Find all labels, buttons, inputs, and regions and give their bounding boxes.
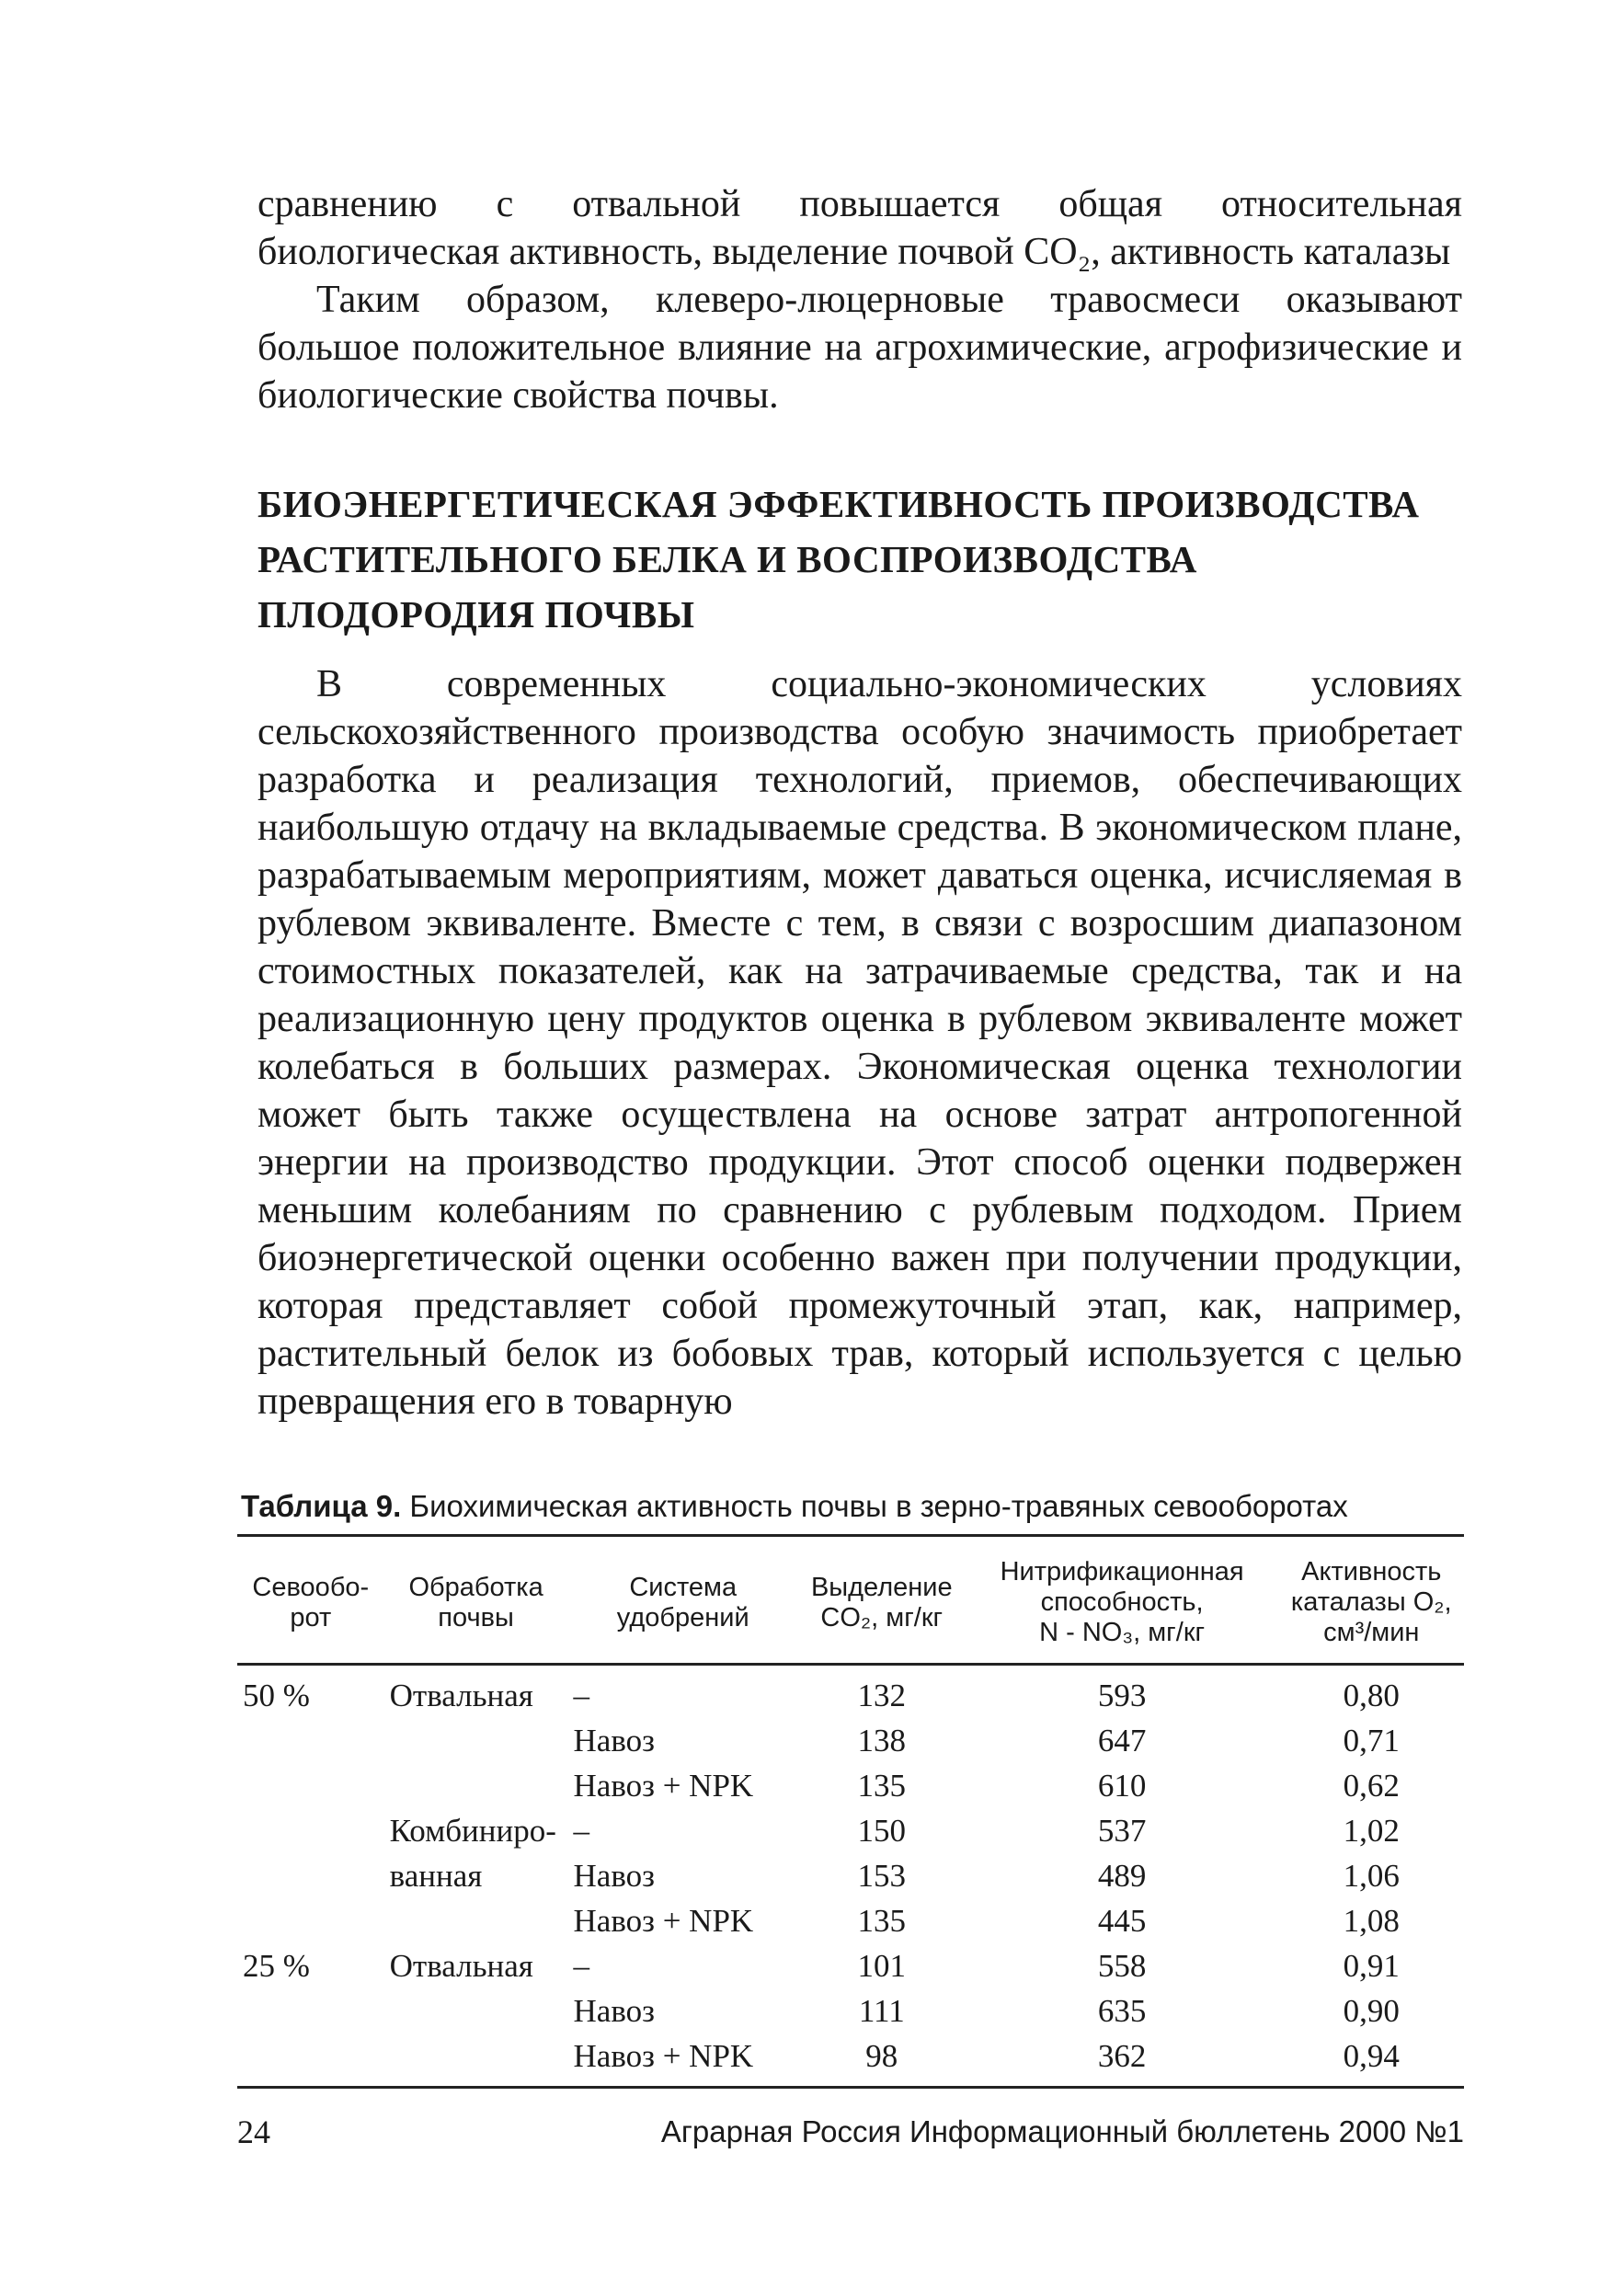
paragraph-conclusion: Таким образом, клеверо-люцерновые травосмеси оказывают большое положительное влияние на агрохимические, агрофизические и биологические свойства почвы.	[257, 279, 1462, 417]
table-caption-label: Таблица 9.	[241, 1489, 402, 1523]
cell-rotation: 50 %	[243, 1677, 310, 1713]
table-body	[237, 1665, 1464, 2088]
cell-nitrification: 635	[1097, 1992, 1147, 2029]
paragraph-continued: сравнению с отвальной повышается общая относительная биологическая активность, выделение почвой CO₂, активность каталазы	[257, 183, 1462, 273]
cell-rotation: 25 %	[243, 1947, 310, 1984]
cell-rotation	[237, 1808, 384, 1853]
table-row	[237, 1988, 1464, 2033]
header-tillage: Обработка почвы	[384, 1536, 568, 1665]
cell-nitrification: 610	[1097, 1767, 1147, 1804]
cell-co2: 101	[857, 1947, 907, 1984]
cell-fertilizer: Навоз + NPK	[568, 2033, 798, 2088]
cell-catalase: 0,62	[1343, 1767, 1400, 1804]
cell-catalase: 0,80	[1343, 1677, 1400, 1713]
table-row	[237, 2033, 1464, 2088]
cell-nitrification: 445	[1097, 1902, 1147, 1939]
cell-nitrification: 489	[1097, 1857, 1147, 1894]
table-9	[237, 1534, 1464, 2089]
cell-fertilizer: Навоз	[573, 1722, 655, 1758]
cell-catalase: 0,71	[1343, 1722, 1400, 1758]
cell-nitrification: 558	[1097, 1947, 1147, 1984]
cell-fertilizer: Навоз + NPK	[573, 1902, 754, 1939]
cell-rotation	[237, 1718, 384, 1763]
cell-rotation	[237, 1898, 384, 1943]
cell-tillage: ванная	[389, 1857, 483, 1894]
cell-fertilizer: Навоз	[573, 1857, 655, 1894]
cell-tillage	[384, 1988, 568, 2033]
cell-co2: 135	[857, 1902, 907, 1939]
cell-tillage	[384, 1718, 568, 1763]
cell-catalase: 1,08	[1343, 1902, 1400, 1939]
header-nitrification: Нитрификационная способность, N - NO₃, мг/кг	[966, 1536, 1279, 1665]
cell-nitrification: 537	[1097, 1812, 1147, 1849]
cell-co2: 98	[798, 2033, 966, 2088]
cell-fertilizer: Навоз + NPK	[573, 1767, 754, 1804]
table-row	[237, 1943, 1464, 1988]
header-rotation: Севообо- рот	[237, 1536, 384, 1665]
cell-catalase: 0,91	[1343, 1947, 1400, 1984]
header-fertilizer: Система удобрений	[568, 1536, 798, 1665]
cell-tillage	[384, 1898, 568, 1943]
table-row	[237, 1808, 1464, 1853]
cell-rotation	[237, 1853, 384, 1898]
cell-nitrification: 593	[1097, 1677, 1147, 1713]
page-number: 24	[237, 2113, 270, 2150]
cell-co2: 153	[857, 1857, 907, 1894]
cell-tillage	[384, 2033, 568, 2088]
cell-co2: 135	[857, 1767, 907, 1804]
table-row	[237, 1763, 1464, 1808]
header-catalase: Активность каталазы O₂, см³/мин	[1279, 1536, 1464, 1665]
cell-co2: 111	[858, 1992, 905, 2029]
table-row	[237, 1665, 1464, 1719]
section-heading: БИОЭНЕРГЕТИЧЕСКАЯ ЭФФЕКТИВНОСТЬ ПРОИЗВОДСТВА РАСТИТЕЛЬНОГО БЕЛКА И ВОСПРОИЗВОДСТВА ПЛОДОРОДИЯ ПОЧВЫ	[257, 483, 1420, 636]
cell-catalase: 1,02	[1343, 1812, 1400, 1849]
header-co2: Выделение CO₂, мг/кг	[798, 1536, 966, 1665]
table-row	[237, 1718, 1464, 1763]
table-header-row	[237, 1536, 1464, 1665]
cell-fertilizer: –	[573, 1947, 590, 1984]
cell-tillage: Отвальная	[389, 1677, 533, 1713]
table-caption	[241, 1488, 1464, 1525]
paragraph-main: В современных социально-экономических условиях сельскохозяйственного производства особую значимость приобретает разработка и реализация технологий, приемов, обеспечивающих наибольшую отдачу на вкладываемые средства. В экономическом плане, разрабатываемым мероприятиям, может даваться оценка, исчисляемая в рублевом эквиваленте. Вместе с тем, в связи с возросшим диапазоном стоимостных показателей, как на затрачиваемые средства, так и на реализационную цену продуктов оценка в рублевом эквиваленте может колебаться в больших размерах. Экономическая оценка технологии может быть также осуществлена на основе затрат антропогенной энергии на производство продукции. Этот способ оценки подвержен меньшим колебаниям по сравнению с рублевым подходом. Прием биоэнергетической оценки особенно важен при получении продукции, которая представляет собой промежуточный этап, как, например, растительный белок из бобовых трав, который используется с целью превращения его в товарную	[257, 663, 1462, 1423]
cell-nitrification: 647	[1097, 1722, 1147, 1758]
cell-fertilizer: –	[573, 1677, 590, 1713]
cell-fertilizer: Навоз	[573, 1992, 655, 2029]
cell-catalase: 0,90	[1343, 1992, 1400, 2029]
cell-co2: 138	[857, 1722, 907, 1758]
cell-nitrification: 362	[966, 2033, 1279, 2088]
cell-rotation	[237, 2033, 384, 2088]
cell-rotation	[237, 1988, 384, 2033]
page-body	[257, 180, 1462, 1426]
cell-tillage	[384, 1763, 568, 1808]
table-caption-text: Биохимическая активность почвы в зерно-травяных севооборотах	[409, 1489, 1348, 1523]
cell-rotation	[237, 1763, 384, 1808]
table-row	[237, 1898, 1464, 1943]
table-row	[237, 1853, 1464, 1898]
cell-fertilizer: –	[573, 1812, 590, 1849]
cell-tillage: Отвальная	[389, 1947, 533, 1984]
cell-catalase: 1,06	[1343, 1857, 1400, 1894]
cell-co2: 150	[857, 1812, 907, 1849]
cell-co2: 132	[857, 1677, 907, 1713]
cell-catalase: 0,94	[1279, 2033, 1464, 2088]
journal-title: Аграрная Россия Информационный бюллетень 2000 №1	[660, 2114, 1464, 2148]
cell-tillage: Комбиниро-	[389, 1812, 556, 1849]
